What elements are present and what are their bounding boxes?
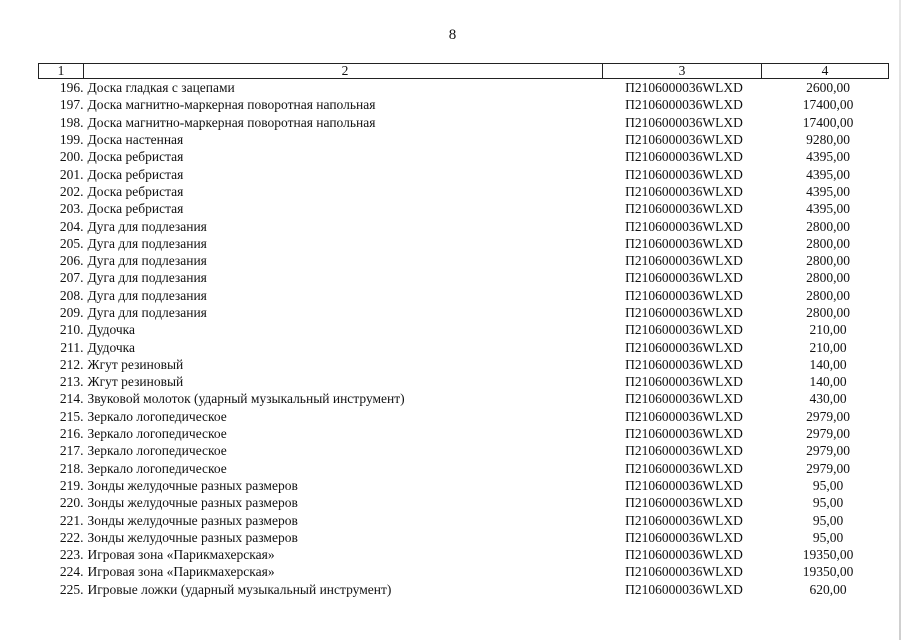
item-price: 210,00 (809, 322, 847, 338)
item-price: 4395,00 (806, 201, 850, 217)
item-name: Зонды желудочные разных размеров (87, 529, 298, 545)
item-code: П2106000036WLXD (625, 305, 743, 320)
item-name: Дудочка (87, 339, 136, 355)
item-code: П2106000036WLXD (625, 426, 743, 442)
item-name: Игровая зона «Парикмахерская» (87, 547, 275, 563)
row-number: 220. (59, 495, 84, 511)
table-row (39, 494, 889, 511)
table-header-row (39, 64, 889, 79)
item-name: Жгут резиновый (87, 374, 184, 390)
table-row (39, 460, 889, 477)
item-name: Дуга для подлезания (87, 218, 207, 234)
item-code: П2106000036WLXD (625, 201, 743, 217)
item-price: 19350,00 (802, 547, 854, 563)
item-name: Доска ребристая (87, 166, 184, 182)
item-price: 4395,00 (806, 149, 850, 165)
item-name: Доска гладкая с зацепами (87, 80, 235, 96)
item-code: П2106000036WLXD (625, 97, 743, 113)
table-row (39, 563, 889, 580)
page-number: 8 (448, 27, 457, 43)
item-name: Доска ребристая (87, 183, 184, 199)
item-price: 4395,00 (806, 183, 850, 199)
item-code: П2106000036WLXD (625, 166, 743, 182)
item-name: Зонды желудочные разных размеров (87, 477, 298, 493)
item-code: П2106000036WLXD (625, 322, 743, 338)
row-number: 210. (59, 322, 84, 338)
item-code: П2106000036WLXD (625, 477, 743, 493)
item-code: П2106000036WLXD (625, 460, 743, 476)
table-row (39, 252, 889, 269)
item-name: Зеркало логопедическое (87, 443, 227, 459)
row-number: 205. (59, 235, 84, 251)
item-price: 17400,00 (802, 97, 854, 113)
row-number: 225. (59, 581, 84, 597)
item-price: 9280,00 (806, 132, 850, 148)
item-price: 2979,00 (806, 460, 850, 476)
row-number: 219. (59, 477, 84, 493)
table-row (39, 511, 889, 528)
item-price: 95,00 (812, 477, 844, 493)
item-code: П2106000036WLXD (625, 529, 743, 545)
table-row (39, 165, 889, 182)
table-row (39, 148, 889, 165)
table-row (39, 442, 889, 459)
row-number: 222. (59, 529, 84, 545)
item-name: Дуга для подлезания (87, 235, 207, 251)
item-name: Звуковой молоток (ударный музыкальный инструмент) (87, 391, 405, 407)
row-number: 224. (59, 564, 84, 580)
table-row (39, 390, 889, 407)
item-name: Жгут резиновый (87, 356, 184, 372)
table-row (39, 477, 889, 494)
item-name: Доска ребристая (87, 201, 184, 217)
table-body (39, 79, 889, 598)
item-code: П2106000036WLXD (625, 512, 743, 528)
item-code: П2106000036WLXD (625, 408, 743, 424)
row-number: 207. (59, 270, 84, 286)
row-number: 213. (59, 374, 84, 390)
header-col-4: 4 (762, 64, 889, 79)
item-price: 2979,00 (806, 443, 850, 459)
item-code: П2106000036WLXD (625, 149, 743, 165)
table-row (39, 321, 889, 338)
item-name: Зонды желудочные разных размеров (87, 495, 298, 511)
item-code: П2106000036WLXD (625, 339, 743, 355)
row-number: 198. (59, 114, 84, 130)
table-row (39, 114, 889, 131)
item-name: Зеркало логопедическое (87, 408, 227, 424)
item-price: 4395,00 (806, 166, 850, 182)
table-row (39, 373, 889, 390)
row-number: 203. (59, 201, 84, 217)
item-price: 620,00 (809, 581, 847, 597)
row-number: 197. (59, 97, 84, 113)
table-row (39, 338, 889, 355)
table-row (39, 96, 889, 113)
table-row (39, 546, 889, 563)
item-price: 210,00 (809, 339, 847, 355)
table-row (39, 200, 889, 217)
table-row (39, 425, 889, 442)
item-price: 2800,00 (806, 235, 850, 251)
item-price: 2800,00 (806, 287, 850, 303)
row-number: 200. (59, 149, 84, 165)
item-price: 2800,00 (806, 305, 850, 320)
table-row (39, 529, 889, 546)
row-number: 215. (59, 408, 84, 424)
row-number: 221. (59, 512, 84, 528)
item-price: 2979,00 (806, 426, 850, 442)
item-price: 140,00 (809, 374, 847, 390)
scan-edge (899, 0, 901, 640)
row-number: 218. (59, 460, 84, 476)
item-price: 2800,00 (806, 253, 850, 269)
row-number: 211. (60, 339, 84, 355)
item-price: 17400,00 (802, 114, 854, 130)
item-name: Доска магнитно-маркерная поворотная напольная (87, 114, 376, 130)
item-code: П2106000036WLXD (625, 114, 743, 130)
item-name: Дуга для подлезания (87, 270, 207, 286)
item-price: 430,00 (809, 391, 847, 407)
table-row (39, 131, 889, 148)
item-code: П2106000036WLXD (625, 564, 743, 580)
row-number: 208. (59, 287, 84, 303)
table-row (39, 217, 889, 234)
row-number: 223. (59, 547, 84, 563)
item-code: П2106000036WLXD (625, 287, 743, 303)
item-code: П2106000036WLXD (625, 547, 743, 563)
item-price: 140,00 (809, 356, 847, 372)
row-number: 209. (59, 305, 84, 320)
item-code: П2106000036WLXD (625, 270, 743, 286)
items-table (38, 63, 889, 598)
row-number: 212. (59, 356, 84, 372)
item-price: 2800,00 (806, 270, 850, 286)
header-col-1: 1 (39, 64, 84, 79)
item-code: П2106000036WLXD (625, 581, 743, 597)
table-row (39, 183, 889, 200)
header-col-2: 2 (84, 64, 603, 79)
item-code: П2106000036WLXD (625, 253, 743, 269)
item-name: Доска настенная (87, 132, 184, 148)
item-name: Доска магнитно-маркерная поворотная напольная (87, 97, 376, 113)
item-code: П2106000036WLXD (625, 218, 743, 234)
item-code: П2106000036WLXD (625, 495, 743, 511)
table-row (39, 408, 889, 425)
item-name: Зеркало логопедическое (87, 460, 227, 476)
item-name: Игровые ложки (ударный музыкальный инструмент) (87, 581, 392, 597)
table-row (39, 235, 889, 252)
item-code: П2106000036WLXD (625, 132, 743, 148)
item-code: П2106000036WLXD (625, 235, 743, 251)
item-price: 2979,00 (806, 408, 850, 424)
item-price: 2600,00 (806, 80, 850, 96)
row-number: 201. (59, 166, 84, 182)
item-name: Дуга для подлезания (87, 305, 207, 320)
table-row (39, 304, 889, 321)
item-price: 95,00 (812, 529, 844, 545)
item-name: Зонды желудочные разных размеров (87, 512, 298, 528)
item-price: 2800,00 (806, 218, 850, 234)
row-number: 202. (59, 183, 84, 199)
item-name: Дудочка (87, 322, 136, 338)
row-number: 214. (59, 391, 84, 407)
item-code: П2106000036WLXD (625, 183, 743, 199)
table-row (39, 581, 889, 598)
table-row (39, 269, 889, 286)
item-name: Зеркало логопедическое (87, 426, 227, 442)
header-col-3: 3 (603, 64, 762, 79)
item-code: П2106000036WLXD (625, 374, 743, 390)
item-name: Доска ребристая (87, 149, 184, 165)
item-code: П2106000036WLXD (625, 443, 743, 459)
item-name: Дуга для подлезания (87, 253, 207, 269)
item-code: П2106000036WLXD (625, 391, 743, 407)
item-price: 95,00 (812, 495, 844, 511)
row-number: 216. (59, 426, 84, 442)
table-row (39, 287, 889, 304)
table-row (39, 79, 889, 97)
row-number: 204. (59, 218, 84, 234)
table-row (39, 356, 889, 373)
row-number: 199. (59, 132, 84, 148)
row-number: 217. (59, 443, 84, 459)
item-code: П2106000036WLXD (625, 80, 743, 96)
row-number: 206. (59, 253, 84, 269)
item-name: Игровая зона «Парикмахерская» (87, 564, 275, 580)
row-number: 196. (59, 80, 84, 96)
item-price: 95,00 (812, 512, 844, 528)
item-name: Дуга для подлезания (87, 287, 207, 303)
item-code: П2106000036WLXD (625, 356, 743, 372)
item-price: 19350,00 (802, 564, 854, 580)
